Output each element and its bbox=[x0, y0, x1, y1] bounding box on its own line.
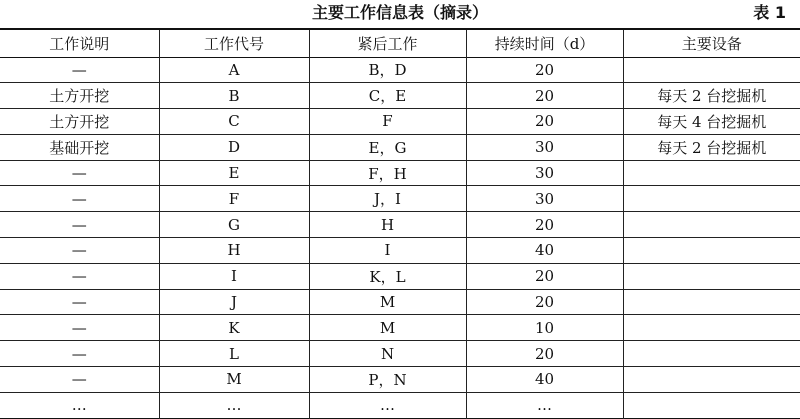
cell-main-equipment bbox=[623, 289, 800, 315]
cell-work-description: — bbox=[71, 60, 87, 79]
cell-duration: 20 bbox=[466, 263, 623, 289]
table-caption bbox=[0, 0, 800, 28]
table-row bbox=[0, 238, 800, 264]
cell-work-description: 土方开挖 bbox=[49, 87, 110, 106]
cell-successor-work: E，G bbox=[309, 134, 466, 160]
table-row bbox=[0, 212, 800, 238]
table-row bbox=[0, 186, 800, 212]
work-info-table bbox=[0, 28, 800, 419]
cell-work-description: — bbox=[71, 267, 87, 286]
cell-work-description: — bbox=[71, 189, 87, 208]
cell-work-description: — bbox=[71, 215, 87, 234]
cell-work-code: L bbox=[159, 341, 309, 367]
cell-duration: 20 bbox=[466, 83, 623, 109]
cell-work-description: — bbox=[71, 344, 87, 363]
cell-main-equipment bbox=[623, 186, 800, 212]
cell-main-equipment bbox=[623, 57, 800, 83]
cell-duration: 30 bbox=[466, 160, 623, 186]
cell-main-equipment: 每天 4 台挖掘机 bbox=[623, 109, 800, 135]
cell-duration: 20 bbox=[466, 212, 623, 238]
cell-main-equipment bbox=[623, 341, 800, 367]
table-row bbox=[0, 392, 800, 418]
cell-main-equipment bbox=[623, 263, 800, 289]
cell-successor-work: P，N bbox=[309, 367, 466, 393]
cell-duration: 20 bbox=[466, 289, 623, 315]
header-main-equipment: 主要设备 bbox=[623, 29, 800, 57]
cell-work-description: 基础开挖 bbox=[49, 138, 110, 157]
cell-successor-work: I bbox=[309, 238, 466, 264]
cell-work-code: … bbox=[159, 392, 309, 418]
cell-work-code: A bbox=[159, 57, 309, 83]
cell-successor-work: C，E bbox=[309, 83, 466, 109]
cell-successor-work: F，H bbox=[309, 160, 466, 186]
cell-work-description: — bbox=[71, 241, 87, 260]
cell-work-code: J bbox=[159, 289, 309, 315]
cell-work-description: — bbox=[71, 370, 87, 389]
cell-work-code: E bbox=[159, 160, 309, 186]
cell-work-code: F bbox=[159, 186, 309, 212]
cell-duration: 20 bbox=[466, 57, 623, 83]
cell-successor-work: N bbox=[309, 341, 466, 367]
cell-main-equipment bbox=[623, 160, 800, 186]
table-number: 表 1 bbox=[753, 3, 786, 22]
cell-main-equipment bbox=[623, 367, 800, 393]
cell-work-code: B bbox=[159, 83, 309, 109]
table-row bbox=[0, 263, 800, 289]
table-row bbox=[0, 134, 800, 160]
table-row bbox=[0, 289, 800, 315]
header-work-description: 工作说明 bbox=[49, 34, 110, 53]
cell-work-description: — bbox=[71, 318, 87, 337]
table-row bbox=[0, 109, 800, 135]
cell-main-equipment bbox=[623, 238, 800, 264]
cell-duration: … bbox=[466, 392, 623, 418]
cell-successor-work: B，D bbox=[309, 57, 466, 83]
cell-work-code: K bbox=[159, 315, 309, 341]
cell-duration: 30 bbox=[466, 186, 623, 212]
cell-successor-work: H bbox=[309, 212, 466, 238]
cell-duration: 20 bbox=[466, 341, 623, 367]
cell-work-code: I bbox=[159, 263, 309, 289]
cell-duration: 20 bbox=[466, 109, 623, 135]
cell-work-code: G bbox=[159, 212, 309, 238]
cell-work-description: — bbox=[71, 293, 87, 312]
cell-successor-work: M bbox=[309, 315, 466, 341]
table-body bbox=[0, 57, 800, 418]
table-title: 主要工作信息表（摘录） bbox=[311, 3, 488, 22]
table-row bbox=[0, 83, 800, 109]
table-row bbox=[0, 341, 800, 367]
cell-main-equipment: 每天 2 台挖掘机 bbox=[623, 134, 800, 160]
cell-work-code: C bbox=[159, 109, 309, 135]
header-work-code: 工作代号 bbox=[159, 29, 309, 57]
header-duration: 持续时间（d） bbox=[466, 29, 623, 57]
cell-duration: 40 bbox=[466, 238, 623, 264]
cell-main-equipment bbox=[623, 212, 800, 238]
cell-main-equipment bbox=[623, 315, 800, 341]
header-successor-work: 紧后工作 bbox=[309, 29, 466, 57]
cell-main-equipment: 每天 2 台挖掘机 bbox=[623, 83, 800, 109]
cell-work-code: M bbox=[159, 367, 309, 393]
cell-successor-work: K，L bbox=[309, 263, 466, 289]
cell-work-code: H bbox=[159, 238, 309, 264]
cell-duration: 40 bbox=[466, 367, 623, 393]
cell-duration: 10 bbox=[466, 315, 623, 341]
cell-main-equipment bbox=[623, 392, 800, 418]
table-header-row bbox=[0, 29, 800, 57]
cell-work-code: D bbox=[159, 134, 309, 160]
cell-work-description: 土方开挖 bbox=[49, 112, 110, 131]
cell-duration: 30 bbox=[466, 134, 623, 160]
cell-successor-work: F bbox=[309, 109, 466, 135]
table-row bbox=[0, 315, 800, 341]
cell-work-description: — bbox=[71, 164, 87, 183]
cell-successor-work: J，I bbox=[309, 186, 466, 212]
table-row bbox=[0, 57, 800, 83]
table-row bbox=[0, 367, 800, 393]
table-row bbox=[0, 160, 800, 186]
cell-work-description: … bbox=[71, 396, 87, 415]
cell-successor-work: … bbox=[309, 392, 466, 418]
cell-successor-work: M bbox=[309, 289, 466, 315]
